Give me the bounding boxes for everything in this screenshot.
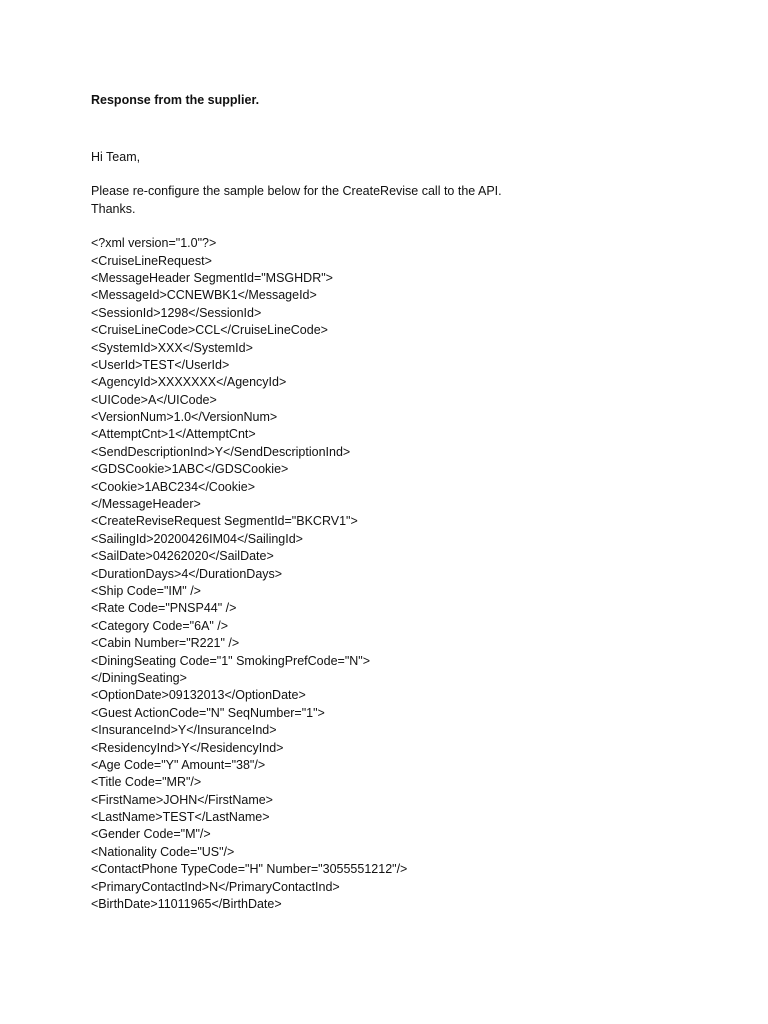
document-heading: Response from the supplier. — [91, 93, 260, 107]
xml-sample-block — [91, 235, 711, 913]
message-line: Thanks. — [91, 201, 136, 216]
xml-line: <Gender Code="M"/> — [91, 827, 211, 842]
xml-line: <SailingId>20200426IM04</SailingId> — [91, 531, 303, 546]
xml-line: <UserId>TEST</UserId> — [91, 357, 230, 372]
xml-line: <PrimaryContactInd>N</PrimaryContactInd> — [91, 879, 340, 894]
xml-line: <MessageId>CCNEWBK1</MessageId> — [91, 288, 317, 303]
xml-line: <Title Code="MR"/> — [91, 775, 202, 790]
xml-line: <InsuranceInd>Y</InsuranceInd> — [91, 723, 277, 738]
xml-line: <GDSCookie>1ABC</GDSCookie> — [91, 462, 289, 477]
xml-line: <Guest ActionCode="N" SeqNumber="1"> — [91, 705, 325, 720]
xml-line: <FirstName>JOHN</FirstName> — [91, 792, 273, 807]
xml-line: <MessageHeader SegmentId="MSGHDR"> — [91, 270, 333, 285]
message-paragraph — [91, 183, 711, 218]
xml-line: <DurationDays>4</DurationDays> — [91, 566, 283, 581]
xml-line: <DiningSeating Code="1" SmokingPrefCode="N"> — [91, 653, 371, 668]
xml-line: <OptionDate>09132013</OptionDate> — [91, 688, 306, 703]
xml-line: <ContactPhone TypeCode="H" Number="3055551212"/> — [91, 862, 408, 877]
message-line: Please re-configure the sample below for the CreateRevise call to the API. — [91, 184, 502, 199]
xml-line: </DiningSeating> — [91, 670, 187, 685]
xml-line: <AttemptCnt>1</AttemptCnt> — [91, 427, 256, 442]
xml-line: <AgencyId>XXXXXXX</AgencyId> — [91, 375, 287, 390]
xml-line: <CreateReviseRequest SegmentId="BKCRV1"> — [91, 514, 358, 529]
xml-line: <Nationality Code="US"/> — [91, 844, 235, 859]
xml-line: <Rate Code="PNSP44" /> — [91, 601, 237, 616]
xml-line: <SailDate>04262020</SailDate> — [91, 549, 274, 564]
xml-line: <Category Code="6A" /> — [91, 618, 229, 633]
document-body — [91, 92, 711, 913]
xml-line: </MessageHeader> — [91, 497, 201, 512]
xml-line: <CruiseLineCode>CCL</CruiseLineCode> — [91, 323, 328, 338]
xml-line: <Cabin Number="R221" /> — [91, 636, 240, 651]
xml-line: <VersionNum>1.0</VersionNum> — [91, 410, 278, 425]
xml-line: <UICode>A</UICode> — [91, 392, 217, 407]
xml-line: <LastName>TEST</LastName> — [91, 810, 270, 825]
xml-line: <SystemId>XXX</SystemId> — [91, 340, 253, 355]
xml-line: <SessionId>1298</SessionId> — [91, 305, 262, 320]
xml-line: <BirthDate>11011965</BirthDate> — [91, 897, 282, 912]
xml-line: <Ship Code="IM" /> — [91, 584, 201, 598]
xml-line: <?xml version="1.0"?> — [91, 236, 217, 251]
xml-line: <ResidencyInd>Y</ResidencyInd> — [91, 740, 284, 755]
xml-line: <Age Code="Y" Amount="38"/> — [91, 757, 266, 772]
xml-line: <SendDescriptionInd>Y</SendDescriptionInd> — [91, 444, 351, 459]
greeting-text: Hi Team, — [91, 150, 141, 164]
xml-line: <CruiseLineRequest> — [91, 253, 212, 268]
xml-line: <Cookie>1ABC234</Cookie> — [91, 479, 256, 494]
